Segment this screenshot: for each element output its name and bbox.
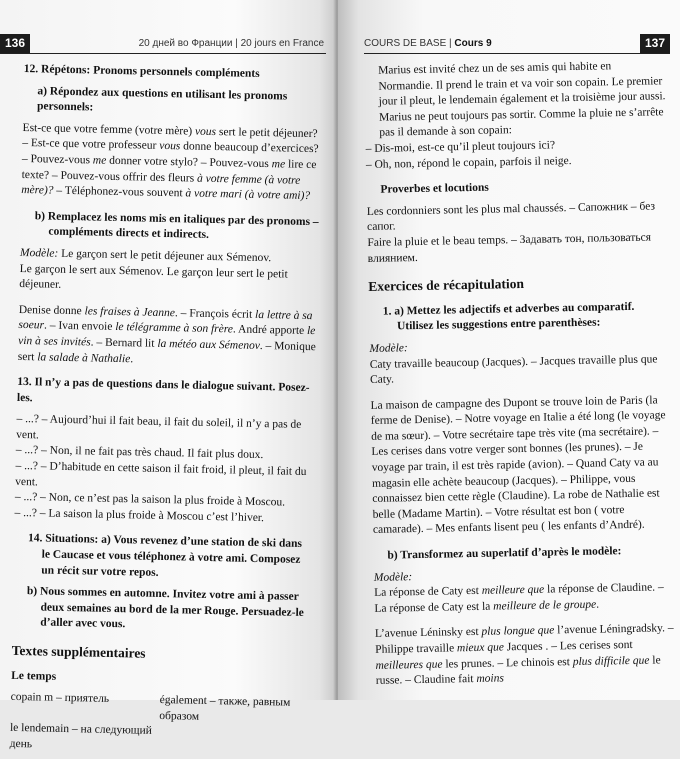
text-run: les prunes. – Le chinois est	[442, 655, 573, 671]
model-label-text: Modèle:	[373, 570, 413, 584]
vocab-left: copain m – приятель	[10, 691, 110, 706]
italic-run: moins	[476, 672, 505, 686]
italic-run: le vin à ses invités	[18, 325, 316, 349]
model-label: Modèle:	[19, 246, 59, 260]
story-dialogue-line: – Dis-moi, est-ce qu’il pleut toujours ici?	[365, 139, 556, 155]
italic-run: me	[271, 158, 286, 171]
text-run: lire ce texte? – Pouvez-vous offrir des fleurs	[21, 158, 317, 185]
story-dialogue-line: – Oh, non, répond le copain, parfois il neige.	[365, 154, 572, 171]
left-page-header	[0, 33, 326, 54]
text-run: Denise donne	[18, 303, 85, 318]
italic-run: mieux que	[456, 641, 505, 655]
italic-run: la lettre à sa soeur	[18, 308, 313, 332]
vocab-left: le lendemain – на следующий день	[9, 722, 152, 751]
italic-run: la salade à Nathalie	[37, 350, 131, 365]
italic-run: meilleures que	[375, 658, 443, 672]
exercise-12b-text	[18, 303, 317, 372]
text-run: .	[130, 352, 134, 365]
story-paragraph: Marius est invité chez un de ses amis qui habite en Normandie. Il prend le train et va voir son copain. Le premier jour il pleut, le lendemain également et la troisième jour aussi. Marius ne peut toujours pas sortir. Comme la pluie ne s’arrête pas il demande à son copain:	[378, 60, 666, 140]
text-run: le russe. – Claudine fait	[375, 654, 661, 688]
text-run: Est-ce que votre femme (votre mère)	[22, 121, 196, 138]
header-lesson: Cours 9	[454, 37, 492, 49]
italic-run: plus difficile que	[572, 654, 650, 668]
italic-run: la météo aux Sémenov	[157, 337, 260, 352]
header-course: COURS DE BASE |	[364, 37, 455, 49]
vocab-right: également – также, равным образом	[159, 694, 291, 723]
text-run: sert le petit déjeuner? – Est-ce que votre professeur	[22, 125, 318, 153]
text-run: . – Bernard lit	[90, 336, 158, 350]
dialogue-line: – ...? – La saison la plus froide à Moscou c’est l’hiver.	[14, 506, 265, 524]
vocab-right	[159, 724, 309, 758]
dialogue-line: – ...? – Non, il ne fait pas très chaud. Il fait plus doux.	[15, 444, 264, 462]
page-number: 137	[640, 34, 670, 53]
exercise-13-dialogue	[14, 412, 314, 527]
italic-run: vous	[194, 125, 217, 138]
italic-run: à votre femme (à votre mère)?	[21, 172, 301, 197]
vocab-row	[10, 721, 309, 758]
text-run: . – François écrit	[174, 306, 256, 321]
text-run: La réponse de Caty est	[374, 585, 482, 600]
model-line-2: Le garçon le sert aux Sémenov. Le garçon leur sert le petit déjeuner.	[19, 262, 288, 291]
exercise-12a-instruction: a) Répondez aux questions en utilisant les pronoms personnels:	[36, 84, 288, 114]
italic-run: meilleure que	[481, 583, 545, 598]
text-run: . André apporte	[232, 323, 308, 338]
running-header	[364, 38, 640, 49]
section-title-recap: Exercices de récapitulation	[368, 276, 525, 295]
text-run: l’avenue Léningradsky. – Philippe travaille	[375, 622, 674, 656]
page-number: 136	[0, 34, 30, 53]
section-title-textes: Textes supplémentaires	[11, 642, 146, 661]
text-run: – Téléphonez-vous souvent	[53, 184, 186, 200]
text-run: Jacques . – Les cerises sont	[503, 638, 633, 654]
dialogue-line: – ...? – Non, ce n’est pas la saison la plus froide à Moscou.	[14, 491, 286, 509]
exercise-14b-text: b) Nous sommes en automne. Invitez votre ami à passer deux semaines au bord de la mer Rouge. Persuadez-le d’aller avec vous.	[26, 585, 304, 631]
text-run: donne beaucoup d’exercices? – Pouvez-vous	[21, 140, 319, 167]
text-run: la réponse de Claudine. – La réponse de Caty est la	[374, 581, 664, 615]
italic-run: me	[92, 154, 107, 167]
proverb-line: Les cordonniers sont les plus mal chaussés. – Сапожник – без сапог.	[366, 200, 656, 234]
exercise-14-title: 14. Situations: a) Vous revenez d’une station de ski dans le Caucase et vous téléphonez à votre ami. Composez un récit sur votre repos.	[27, 532, 303, 579]
exercise-12b-instruction: b) Remplacez les noms mis en italiques par des pronoms – compléments directs et indirects.	[34, 210, 319, 242]
italic-run: à votre mari (à votre ami)?	[185, 187, 311, 203]
model-line: Caty travaille beaucoup (Jacques). – Jacques travaille plus que Caty.	[369, 352, 658, 387]
subtitle-le-temps: Le temps	[11, 669, 57, 683]
italic-run: plus longue que	[481, 624, 555, 639]
model-label-text: Modèle:	[369, 342, 408, 355]
recap-exercise-1b-title: b) Transformez au superlatif d’après le modèle:	[387, 545, 622, 562]
proverbes-title: Proverbes et locutions	[380, 181, 489, 196]
text-run: .	[596, 598, 600, 611]
model-line-1: Le garçon sert le petit déjeuner aux Sémenov.	[58, 247, 272, 265]
italic-run: les fraises à Jeanne	[84, 305, 176, 319]
dialogue-line: – ...? – Aujourd’hui il fait beau, il fait du soleil, il n’y a pas de vent.	[16, 413, 302, 442]
italic-run: vous	[159, 140, 181, 153]
recap-exercise-1a-title: 1. a) Mettez les adjectifs et adverbes au comparatif. Utilisez les suggestions entre parenthèses:	[382, 300, 635, 333]
text-run: . – Ivan envoie	[43, 319, 116, 334]
right-page	[338, 0, 680, 700]
exercise-12-title: 12. Répétons: Pronoms personnels compléments	[23, 62, 260, 80]
proverb-line: Faire la pluie et le beau temps. – Задавать тон, пользоваться влиянием.	[367, 231, 652, 265]
recap-exercise-1a-text: La maison de campagne des Dupont se trouve loin de Paris (la ferme de Denise). – Notre voyage en Italie a été long (le voyage de ma sœur). – Votre secrétaire tape très vite (ma secrétaire). – Les cerises dans votre verger sont bonnes (les prunes). – Je voyage par train, il est très rapide (avion). – Quand Caty va au magasin elle achète beaucoup (Jacques). – Philippe, vous connaissez bien cette règle (Claudine). La robe de Nathalie est belle (Madame Martin). – Votre résultat est bon ( votre camarade). – Mes enfants lisent peu ( les enfants d’André).	[370, 394, 666, 537]
exercise-13-title: 13. Il n’y a pas de questions dans le dialogue suivant. Posez-les.	[16, 376, 310, 404]
left-page	[0, 0, 336, 751]
text-run: . – Monique sert	[17, 339, 316, 363]
running-header: 20 дней во Франции | 20 jours en France	[138, 37, 324, 49]
recap-exercise-1b-text	[375, 622, 678, 690]
text-run: L’avenue Léninsky est	[374, 626, 482, 641]
right-page-header	[364, 33, 670, 54]
right-page-body	[364, 58, 678, 689]
italic-run: le groupe	[552, 598, 597, 612]
italic-run: meilleure de	[493, 599, 551, 613]
text-run: donner votre stylo? – Pouvez-vous	[106, 154, 272, 171]
exercise-12a-text	[21, 121, 321, 205]
italic-run: le télégramme à son frère	[115, 321, 234, 336]
dialogue-line: – ...? – D’habitude en cette saison il fait froid, il pleut, il fait du vent.	[15, 459, 307, 489]
left-page-body	[10, 62, 322, 759]
